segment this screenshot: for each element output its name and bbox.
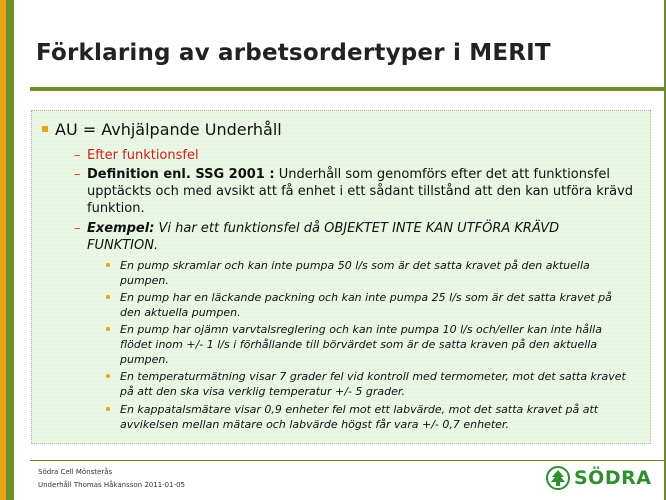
example-item bbox=[106, 402, 626, 432]
slide-title: Förklaring av arbetsordertyper i MERIT bbox=[36, 40, 551, 66]
title-divider bbox=[30, 87, 664, 91]
left-accent-bar-green bbox=[6, 0, 14, 500]
example-item-text: En pump har en läckande packning och kan inte pumpa 25 l/s som är det satta kravet på den aktuella pumpen. bbox=[120, 291, 612, 319]
example-item bbox=[106, 290, 626, 320]
footer-organization: Södra Cell Mönsterås bbox=[38, 468, 113, 476]
dash-bullet-icon: – bbox=[74, 148, 81, 163]
example-item-text: En pump har ojämn varvtalsreglering och kan inte pumpa 10 l/s och/eller kan inte hålla flödet inom +/- 1 l/s i förhållande till börvärdet som är de satta kraven på den aktuella pumpen. bbox=[120, 323, 602, 366]
dot-bullet-icon bbox=[106, 263, 110, 267]
definition-label: Definition enl. SSG 2001 : bbox=[87, 167, 275, 182]
main-heading: AU = Avhjälpande Underhåll bbox=[55, 120, 282, 139]
example-item-text: En temperaturmätning visar 7 grader fel vid kontroll med termometer, mot det satta kravet på att den ska visa verklig temperatur +/- 5 grader. bbox=[120, 370, 626, 398]
dot-bullet-icon bbox=[106, 295, 110, 299]
example-item bbox=[106, 369, 626, 399]
dot-bullet-icon bbox=[106, 327, 110, 331]
example-item-text: En kappatalsmätare visar 0,9 enheter fel mot ett labvärde, mot det satta kravet på att avvikelsen mellan mätare och labvärde högst får vara +/- 0,7 enheter. bbox=[120, 403, 599, 431]
dot-bullet-icon bbox=[106, 407, 110, 411]
footer-divider bbox=[30, 460, 666, 461]
sub-item-red bbox=[74, 147, 634, 164]
sub-item-example bbox=[74, 220, 634, 254]
sub-item-definition bbox=[74, 166, 634, 217]
sodra-logo bbox=[546, 466, 651, 490]
example-item bbox=[106, 258, 626, 288]
example-item-text: En pump skramlar och kan inte pumpa 50 l/s som är det satta kravet på den aktuella pumpen. bbox=[120, 259, 590, 287]
example-item bbox=[106, 322, 626, 367]
logo-text: SÖDRA bbox=[574, 467, 652, 489]
definition-text: Underhåll som genomförs efter det att funktionsfel upptäckts och med avsikt att få enhet i ett sådant tillstånd att den kan utföra krävd funktion. bbox=[87, 167, 634, 216]
dot-bullet-icon bbox=[106, 374, 110, 378]
sub-item-text: Efter funktionsfel bbox=[87, 148, 199, 163]
footer-author-date: Underhåll Thomas Håkansson 2011-01-05 bbox=[38, 481, 186, 489]
square-bullet-icon bbox=[42, 126, 48, 132]
dash-bullet-icon: – bbox=[74, 167, 81, 182]
sodra-tree-icon bbox=[546, 466, 570, 490]
dash-bullet-icon: – bbox=[74, 221, 81, 236]
main-bullet bbox=[42, 120, 642, 139]
example-text: Vi har ett funktionsfel då OBJEKTET INTE KAN UTFÖRA KRÄVD FUNKTION. bbox=[87, 221, 560, 253]
example-label: Exempel: bbox=[87, 221, 155, 236]
